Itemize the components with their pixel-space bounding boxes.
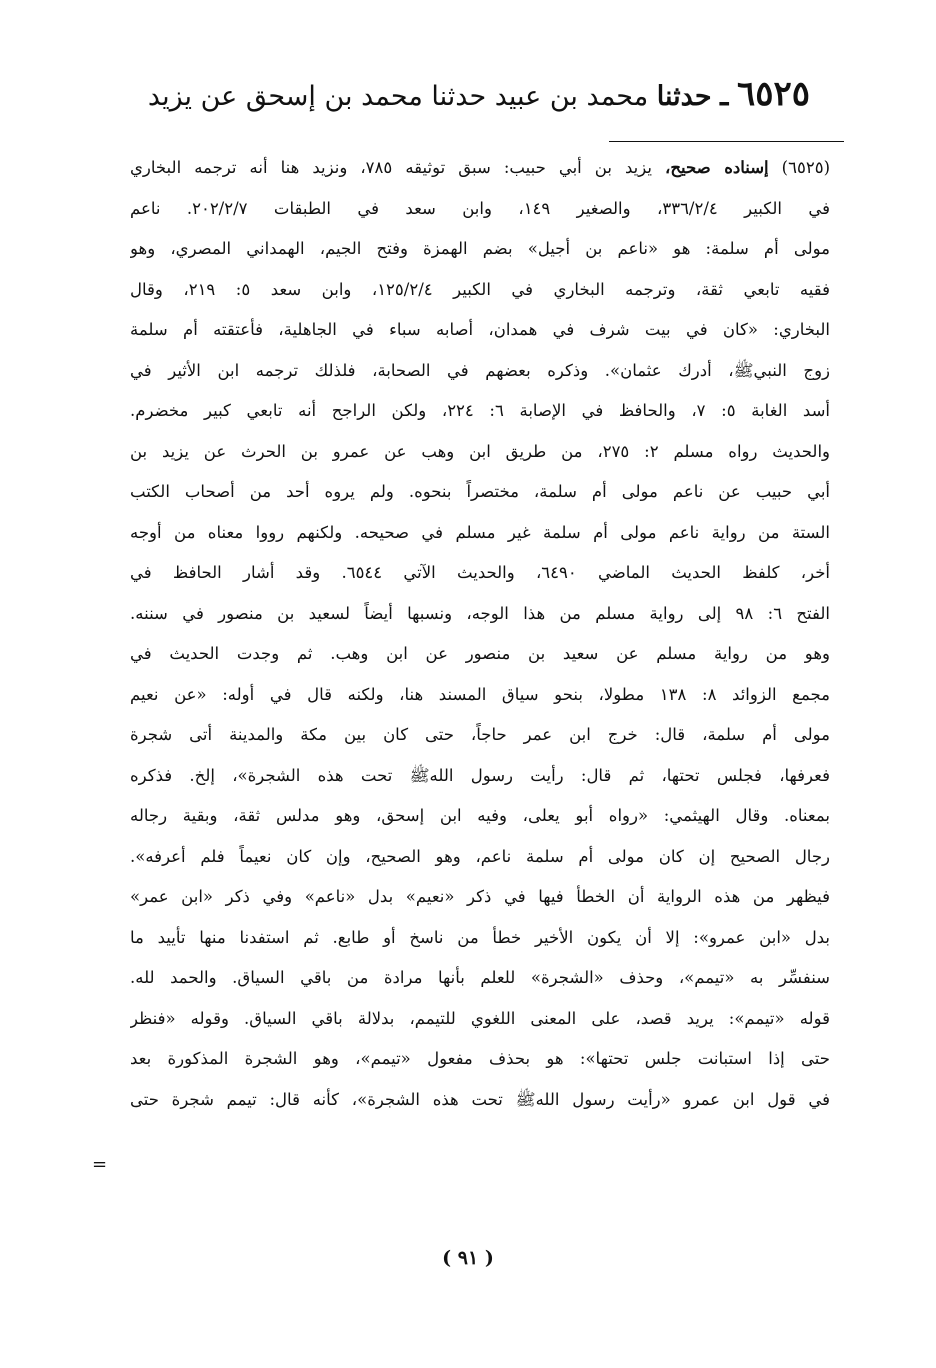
footnote-line: رجال الصحيح إن كان مولى أم سلمة ناعم، وهو الصحيح، وإن كان نعيماً فلم أعرفه». [130, 846, 830, 866]
footnote-line: بمعناه. وقال الهيثمي: «رواه أبو يعلى، وفيه ابن إسحق، وهو مدلس ثقة، وبقية رجاله [130, 806, 830, 825]
footnote-line: مولى أم سلمة: هو «ناعم بن أجيل» بضم الهمزة وفتح الجيم، الهمداني المصري، وهو [130, 239, 830, 258]
footnote-line: سنفسِّر به «تيمم»، وحذف «الشجرة» للعلم بأنها مرادة من باقي السياق. والحمد لله. [130, 968, 830, 987]
hadith-number: ٦٥٢٥ [736, 74, 810, 114]
narration-chain: محمد بن عبيد حدثنا محمد بن إسحق عن يزيد [147, 81, 649, 112]
footnote-line: مجمع الزوائد ٨: ١٣٨ مطولا، بنحو سياق المسند هنا، ولكنه قال في أوله: «عن نعيم [130, 684, 830, 704]
isnad-verdict: إسناده صحيح، [665, 158, 769, 177]
footnote-line: حتى إذا استبانت جلس تحتها»: هو بحذف مفعول «تيمم»، وهو الشجرة المذكورة بعد [130, 1049, 830, 1068]
narration-start: حدثنا [656, 81, 712, 112]
footnote-line [130, 148, 830, 189]
footnote-line: في قول ابن عمرو «رأيت رسول اللهﷺ تحت هذه الشجرة»، كأنه قال: تيمم شجرة حتى [130, 1089, 830, 1109]
hadith-heading [130, 70, 810, 121]
footnote-line: الستة من رواية ناعم مولى أم سلمة غير مسلم في صحيحه. ولكنهم رووا معناه من أوجه [130, 522, 830, 542]
footnote-line: أسد الغابة ٥: ٧، والحافظ في الإصابة ٦: ٢٢٤، ولكن الراجح أنه تابعي كبير مخضرم. [130, 401, 830, 420]
footnote-line: أخر، كلفظ الحديث الماضي ٦٤٩٠، والحديث الآتي ٦٥٤٤. وقد أشار الحافظ في [130, 563, 830, 582]
footnote-line: مولى أم سلمة، قال: خرج ابن عمر حاجاً، حتى كان بين مكة والمدينة أتى شجرة [130, 725, 830, 744]
footnote-line: قوله «تيمم»: يريد قصد، على المعنى اللغوي للتيمم، بدلالة باقي السياق. وقوله «فنظر [130, 1008, 830, 1028]
footnote-line: الفتح ٦: ٩٨ إلى رواية مسلم من هذا الوجه، ونسبها أيضاً لسعيد بن منصور في سننه. [130, 603, 830, 623]
footnote-line: والحديث رواه مسلم ٢: ٢٧٥، من طريق ابن وهب عن عمرو بن الحرث عن يزيد بن [130, 441, 830, 461]
footnote-marker: (٦٥٢٥) [781, 158, 830, 177]
footnote-line: في الكبير ٣٣٦/٢/٤، والصغير ١٤٩، وابن سعد في الطبقات ٢٠٢/٢/٧. ناعم [130, 198, 830, 218]
footnote-line: البخاري: «كان في بيت شرف في همدان، أصابه سباء في الجاهلية، فأعتقته أم سلمة [130, 320, 830, 339]
footnote-divider [609, 141, 844, 142]
continuation-mark: = [92, 1154, 108, 1175]
footnote-block [130, 148, 830, 1120]
footnote-line: وهو من رواية مسلم عن سعيد بن منصور عن ابن وهب. ثم وجدت الحديث في [130, 644, 830, 663]
footnote-line: بدل «ابن عمرو»: إلا أن يكون الأخير خطأ من ناسخ أو طابع. ثم استفدنا منها تأييد ما [130, 927, 830, 947]
footnote-line: فيظهر من هذه الرواية أن الخطأ فيها في ذكر «نعيم» بدل «ناعم» وفي ذكر «ابن عمر» [130, 887, 830, 906]
footnote-line: فعرفها، فجلس تحتها، ثم قال: رأيت رسول اللهﷺ تحت هذه الشجرة»، إلخ. فذكره [130, 765, 830, 785]
footnote-line: زوج النبيﷺ، أدرك عثمان». وذكره بعضهم في الصحابة، فلذلك ترجمه ابن الأثير في [130, 360, 830, 380]
footnote-line: أبي حبيب عن ناعم مولى أم سلمة، مختصراً بنحوه. ولم يروه أحد من أصحاب الكتب [130, 482, 830, 501]
page-number: ( ٩١ ) [442, 1247, 494, 1269]
footnote-line-text: يزيد بن أبي حبيب: سبق توثيقه ٧٨٥، ونزيد هنا أنه ترجمه البخاري [130, 158, 652, 177]
footnote-line: فقيه تابعي ثقة، وترجمه البخاري في الكبير ١٢٥/٢/٤، وابن سعد ٥: ٢١٩، وقال [130, 279, 830, 299]
heading-separator: ـ [720, 79, 729, 112]
